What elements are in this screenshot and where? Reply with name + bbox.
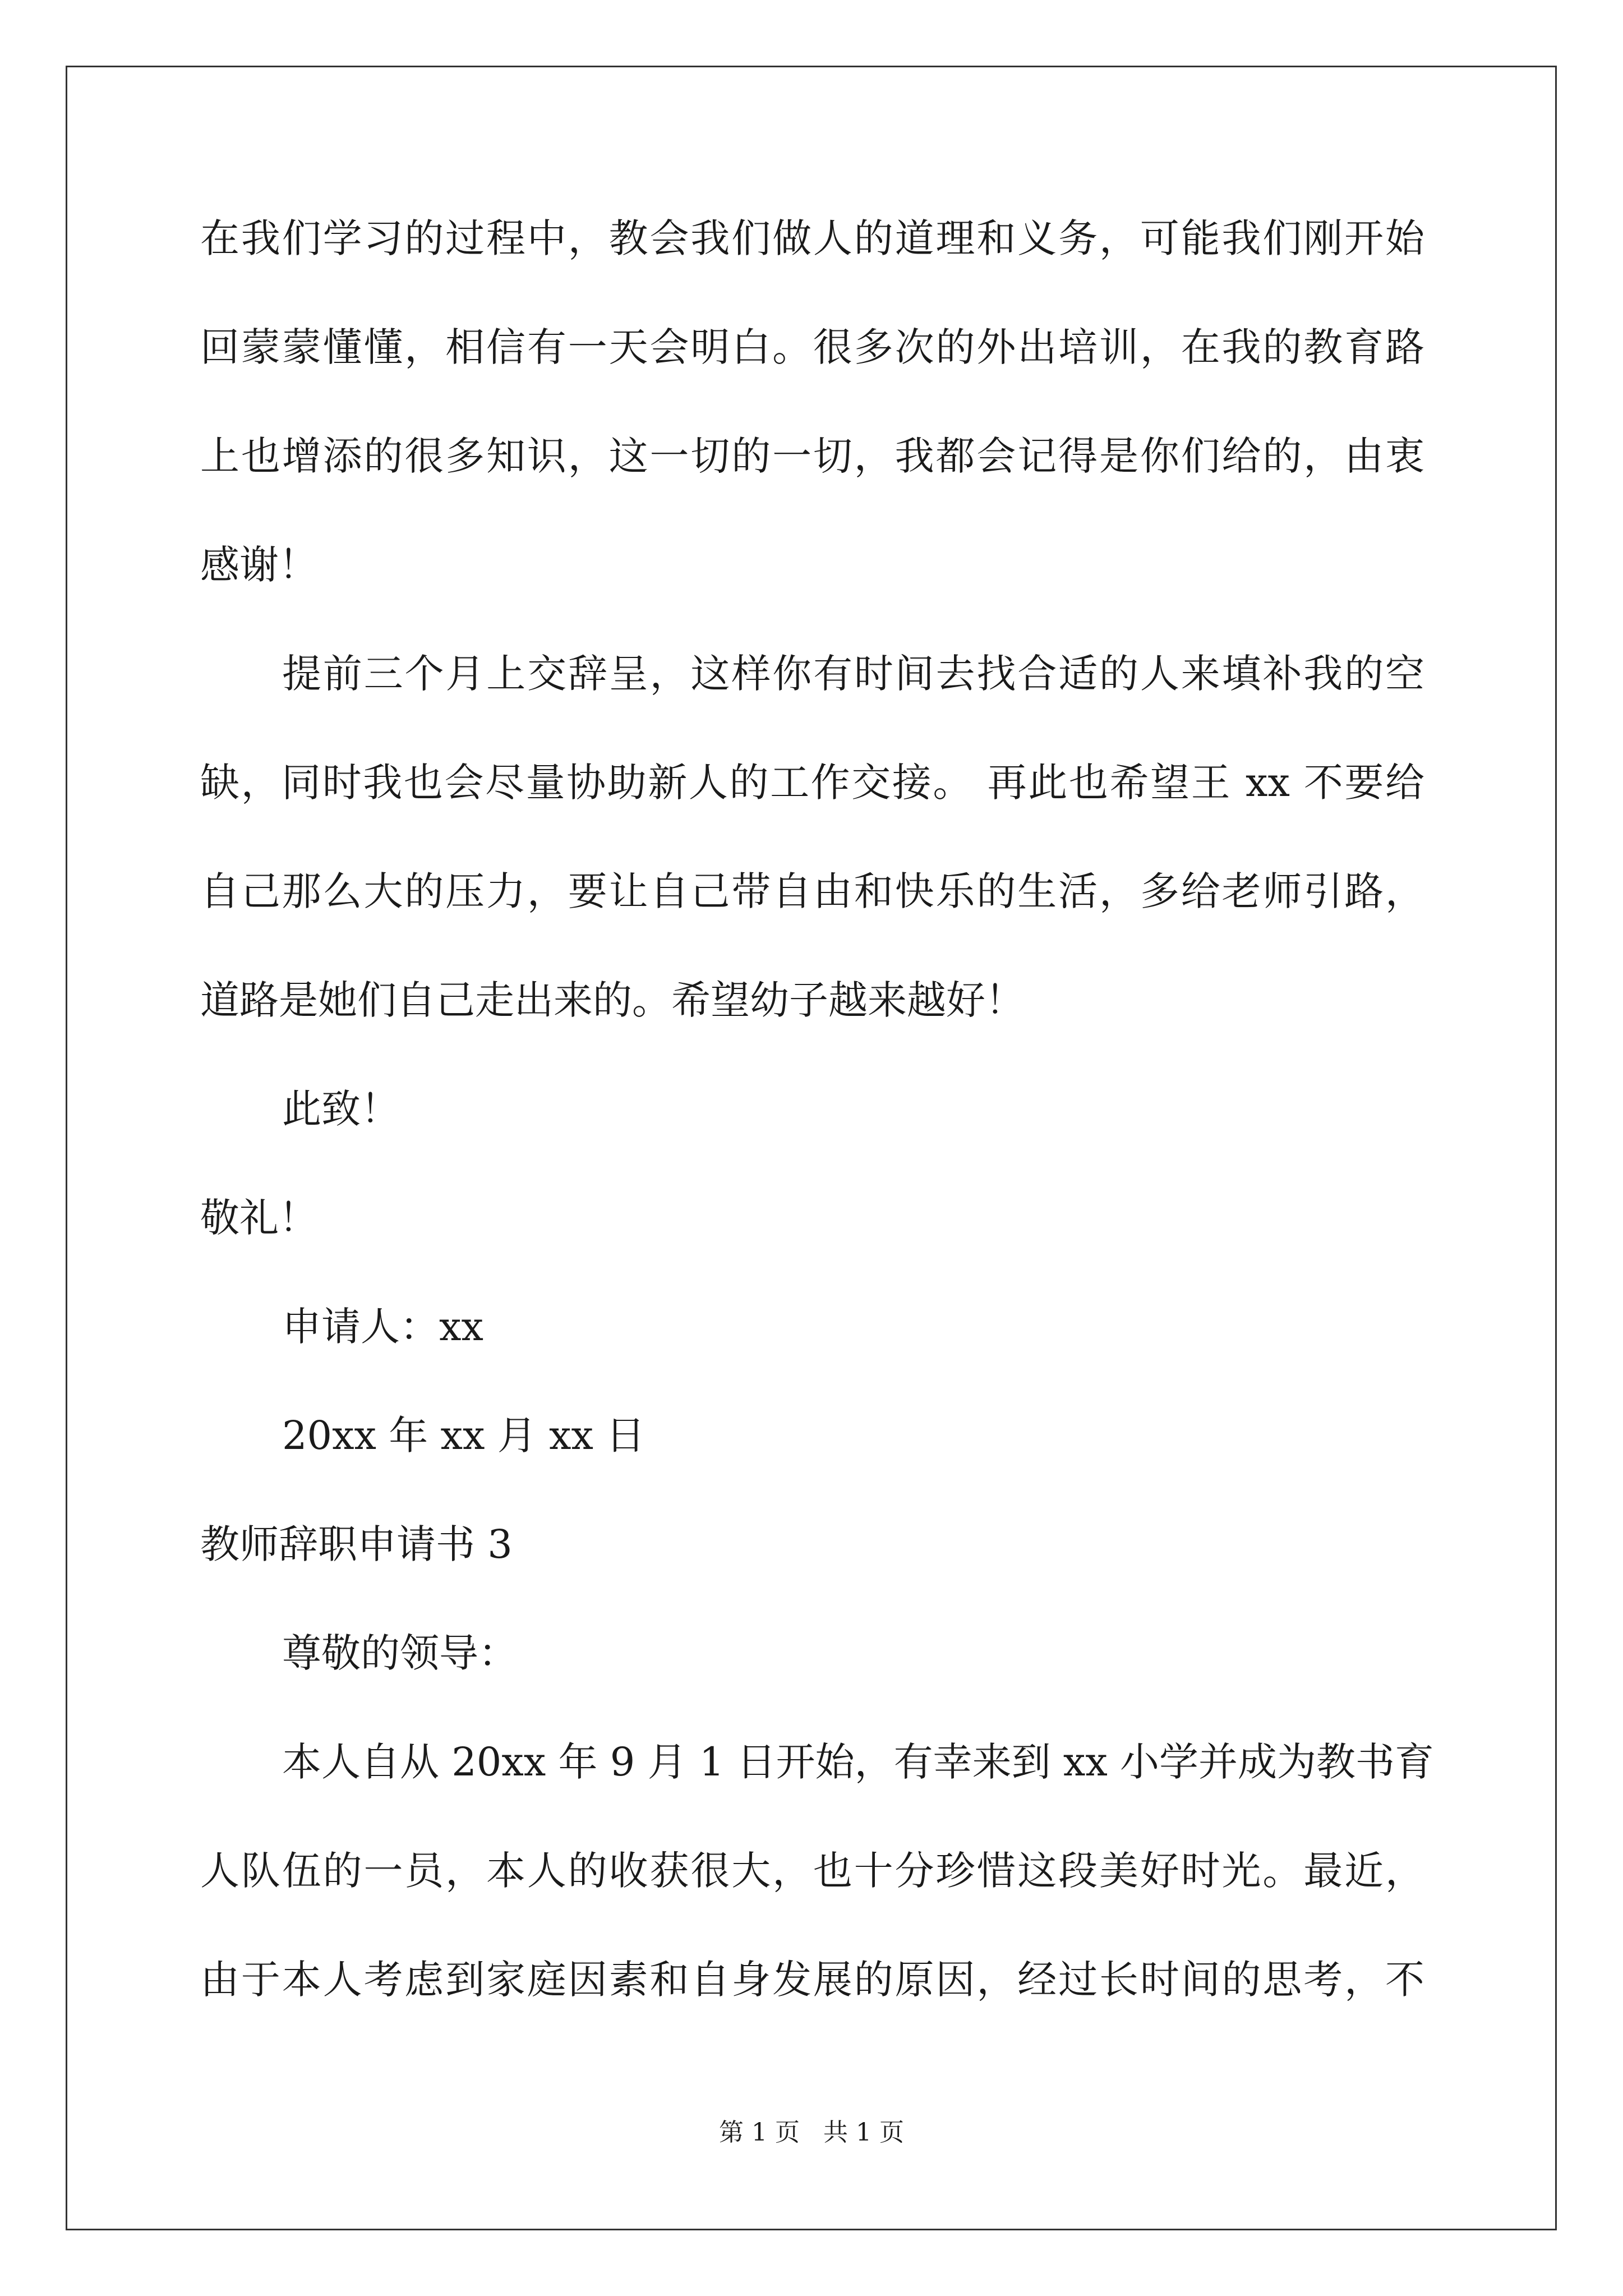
greeting-line: 尊敬的领导： [282, 1630, 518, 1676]
text-line: 缺，同时我也会尽量协助新人的工作交接。 再此也希望王 xx 不要给 [200, 760, 1424, 806]
text-line: 上也增添的很多知识，这一切的一切，我都会记得是你们给的，由衷 [200, 433, 1424, 479]
text-line: 道路是她们自己走出来的。希望幼子越来越好！ [200, 977, 1025, 1023]
paragraph-start: 提前三个月上交辞呈，这样你有时间去找合适的人来填补我的空 [282, 651, 1424, 697]
text-line: 人队伍的一员，本人的收获很大，也十分珍惜这段美好时光。最近， [200, 1848, 1424, 1894]
text-line: 在我们学习的过程中，教会我们做人的道理和义务，可能我们刚开始 [200, 215, 1424, 261]
text-line: 自己那么大的压力，要让自己带自由和快乐的生活，多给老师引路， [200, 868, 1424, 914]
section-title: 教师辞职申请书 3 [200, 1521, 513, 1567]
text-line: 感谢！ [200, 542, 318, 588]
text-line: 由于本人考虑到家庭因素和自身发展的原因，经过长时间的思考，不 [200, 1957, 1424, 2003]
text-line: 回蒙蒙懂懂，相信有一天会明白。很多次的外出培训，在我的教育路 [200, 324, 1424, 370]
closing-line: 此致！ [282, 1086, 400, 1132]
page-footer: 第 1 页 共 1 页 [719, 2118, 904, 2147]
paragraph-start: 本人自从 20xx 年 9 月 1 日开始，有幸来到 xx 小学并成为教书育 [282, 1739, 1435, 1785]
salutation-line: 敬礼！ [200, 1195, 318, 1241]
applicant-line: 申请人：xx [282, 1304, 483, 1350]
page-border [66, 66, 1557, 2230]
date-line: 20xx 年 xx 月 xx 日 [282, 1412, 645, 1458]
